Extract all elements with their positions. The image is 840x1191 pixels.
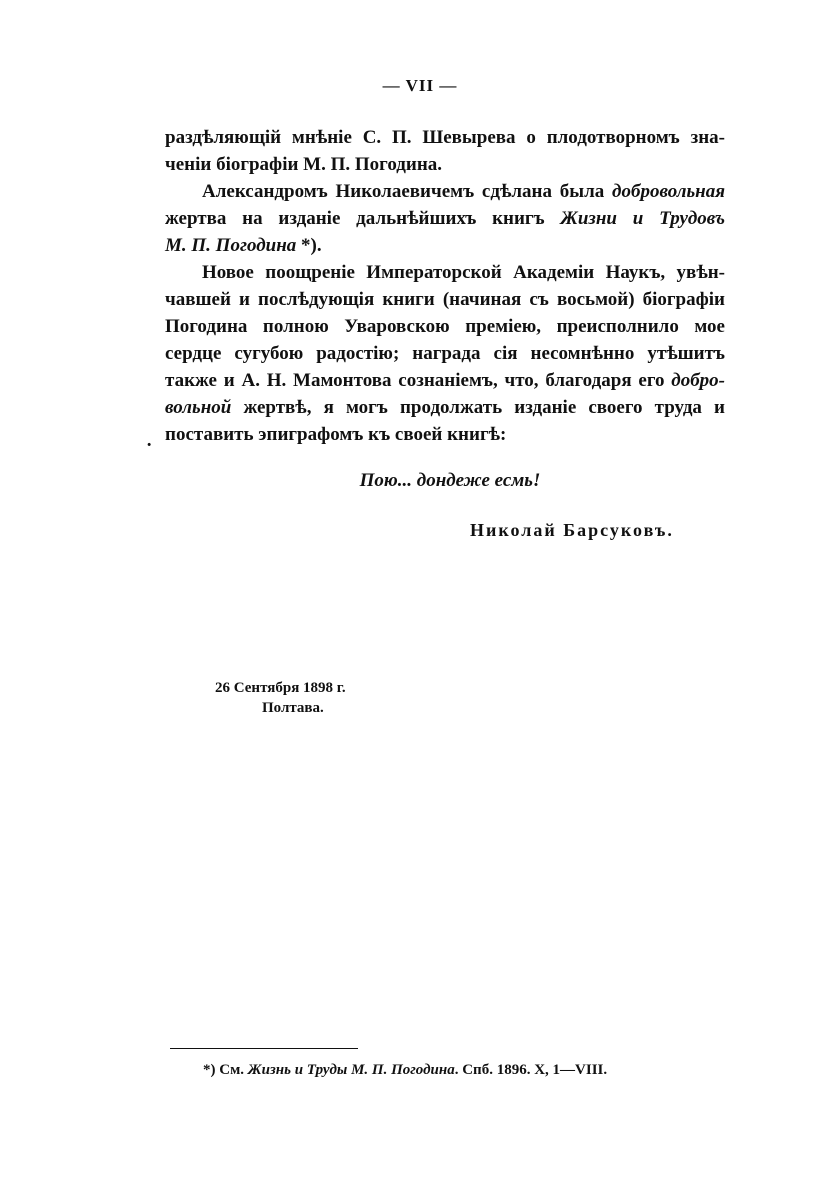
text-line: ченіи біографіи М. П. Погодина.: [165, 154, 443, 175]
italic-run: добровольная: [612, 181, 725, 202]
italic-run: М. П. Погодина: [165, 235, 297, 256]
text-line: поставить эпиграфомъ къ своей книгѣ:: [165, 424, 507, 445]
text-run: жертвѣ, я могъ продолжать изданіе своего труда и: [231, 397, 725, 418]
text-run: жертва на изданіе дальнѣйшихъ книгъ: [165, 208, 561, 229]
footnote-ref: *).: [296, 235, 322, 256]
text-line: [165, 205, 725, 232]
italic-run: Жизни и Трудовъ: [560, 208, 726, 229]
date-line: 26 Сентября 1898 г.: [215, 680, 346, 696]
paragraph-1: [165, 124, 725, 178]
text-run: также и А. Н. Мамонтова сознаніемъ, что, благодаря его: [165, 370, 672, 391]
text-line: Погодина полною Уваровскою преміею, преисполнило мое: [165, 316, 725, 337]
footnote-divider: [170, 1048, 358, 1049]
margin-mark: ·: [146, 435, 153, 456]
footnote: [203, 1062, 607, 1079]
italic-run: вольной: [165, 397, 232, 418]
epigraph: Пою... дондеже есмь!: [359, 470, 541, 491]
text-line: чавшей и послѣдующія книги (начиная съ восьмой) біографіи: [165, 289, 725, 310]
text-line: [165, 232, 725, 259]
text-run: Александромъ Николаевичемъ сдѣлана была: [202, 181, 613, 202]
footnote-title: Жизнь и Труды М. П. Погодина: [247, 1062, 455, 1078]
page-number: — VII —: [382, 76, 458, 95]
text-line: сердце сугубою радостію; награда сія несомнѣнно утѣшитъ: [165, 343, 725, 364]
footnote-marker: *) См.: [203, 1062, 248, 1078]
footnote-citation: . Спб. 1896. X, 1—VIII.: [454, 1062, 608, 1078]
text-line: [165, 394, 725, 421]
paragraph-3: [165, 259, 725, 448]
text-line: [165, 367, 725, 394]
place-line: Полтава.: [262, 700, 324, 716]
italic-run: добро-: [671, 370, 725, 391]
paragraph-2: [165, 178, 725, 259]
text-line: раздѣляющій мнѣніе С. П. Шевырева о плодотворномъ зна-: [165, 127, 725, 148]
author-signature: Николай Барсуковъ.: [470, 520, 674, 540]
text-line: [165, 178, 725, 205]
text-line: Новое поощреніе Императорской Академіи Наукъ, увѣн-: [202, 262, 725, 283]
